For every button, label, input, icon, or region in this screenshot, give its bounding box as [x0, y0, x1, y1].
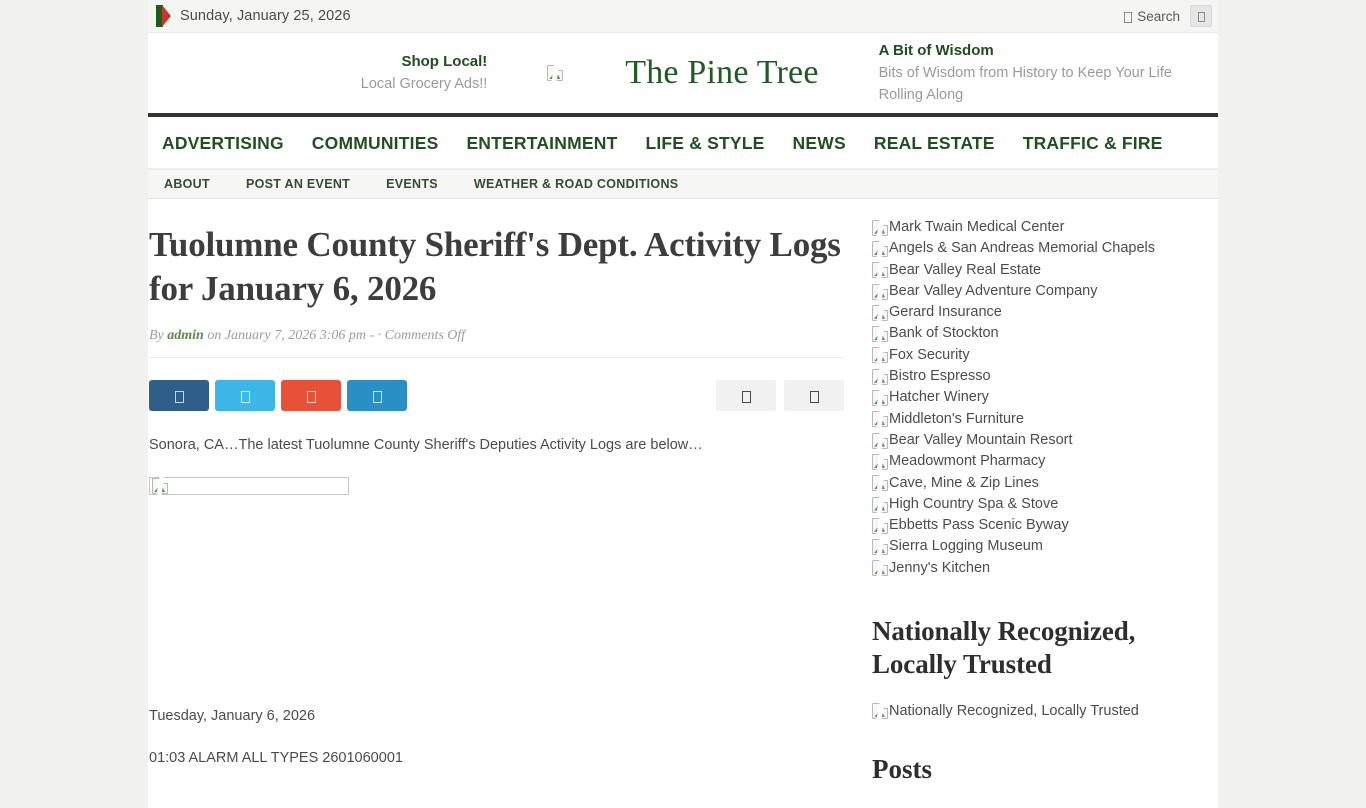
site-title[interactable]: The Pine Tree	[625, 54, 819, 91]
sidebar-ad-item[interactable]	[872, 302, 1200, 323]
print-icon	[742, 391, 751, 403]
broken-image-icon	[872, 390, 888, 406]
left-promo-subtitle: Local Grocery Ads!!	[360, 76, 488, 92]
nav-item-real-estate[interactable]: REAL ESTATE	[873, 133, 995, 153]
broken-image-icon	[872, 220, 888, 236]
sidebar-ad-item[interactable]	[872, 451, 1200, 472]
current-date: Sunday, January 25, 2026	[180, 8, 351, 24]
google-plus-icon	[307, 391, 316, 403]
byline-on: on	[207, 328, 222, 343]
search-icon	[1124, 12, 1132, 23]
byline-author[interactable]: admin	[167, 328, 204, 343]
primary-navigation	[148, 117, 1218, 169]
twitter-icon	[241, 391, 250, 403]
sidebar-ad-item[interactable]	[872, 217, 1200, 238]
byline	[149, 328, 844, 358]
sidebar-ad-item[interactable]	[872, 238, 1200, 259]
byline-comments: Comments Off	[384, 328, 466, 343]
search-label: Search	[1137, 8, 1180, 24]
subnav-item-about[interactable]: ABOUT	[164, 177, 210, 191]
broken-image-icon	[872, 241, 888, 257]
facebook-icon	[175, 391, 184, 403]
email-button[interactable]	[784, 380, 844, 411]
article-inline-broken-image[interactable]	[149, 477, 349, 495]
masthead	[148, 33, 1218, 117]
broken-image-icon	[872, 560, 888, 576]
sidebar-ad-label: Mark Twain Medical Center	[889, 219, 1065, 235]
linkedin-icon	[373, 391, 382, 403]
broken-image-icon	[872, 284, 888, 300]
pine-flag-logo-icon	[156, 5, 170, 27]
secondary-nav-list	[164, 177, 1202, 191]
search-toggle-button[interactable]	[1190, 5, 1212, 27]
sidebar-ad-label: Ebbetts Pass Scenic Byway	[889, 517, 1069, 534]
right-promo-title: A Bit of Wisdom	[878, 42, 994, 59]
broken-image-icon	[872, 539, 888, 555]
masthead-center	[505, 54, 860, 92]
sidebar-ad-item[interactable]	[872, 430, 1200, 451]
article-lede: Sonora, CA…The latest Tuolumne County Sheriff's Deputies Activity Logs are below…	[149, 437, 703, 453]
sidebar-featured-alt-label: Nationally Recognized, Locally Trusted	[889, 703, 1139, 720]
misc-buttons-group	[716, 380, 844, 411]
left-promo-title: Shop Local!	[401, 53, 488, 70]
linkedin-share-button[interactable]	[347, 380, 407, 411]
sidebar-ad-label: High Country Spa & Stove	[889, 495, 1059, 512]
right-promo-subtitle: Bits of Wisdom from History to Keep Your Life Rolling Along	[878, 65, 1172, 103]
sidebar-ad-item[interactable]	[872, 494, 1200, 515]
broken-image-icon	[872, 326, 888, 342]
top-bar	[148, 0, 1218, 33]
broken-image-icon	[872, 411, 888, 427]
sidebar-ad-label: Angels & San Andreas Memorial Chapels	[889, 240, 1155, 257]
search-glyph-icon	[1198, 12, 1205, 22]
search-link[interactable]	[1124, 9, 1180, 24]
subnav-item-events[interactable]: EVENTS	[386, 177, 438, 191]
nav-item-advertising[interactable]: ADVERTISING	[162, 133, 284, 153]
nav-item-communities[interactable]: COMMUNITIES	[311, 133, 439, 153]
twitter-share-button[interactable]	[215, 380, 275, 411]
log-entry-1: 01:03 ALARM ALL TYPES 2601060001	[149, 750, 403, 766]
sidebar-ad-item[interactable]	[872, 515, 1200, 536]
byline-separator: - ·	[369, 328, 382, 343]
print-button[interactable]	[716, 380, 776, 411]
site-container	[148, 0, 1218, 808]
broken-image-icon	[872, 369, 888, 385]
broken-image-icon	[872, 262, 888, 278]
sidebar-heading-nationally-recognized: Nationally Recognized, Locally Trusted	[872, 616, 1136, 680]
sidebar-ad-label: Meadowmont Pharmacy	[889, 453, 1046, 470]
sidebar-ad-item[interactable]	[872, 345, 1200, 366]
sidebar-ad-item[interactable]	[872, 323, 1200, 344]
subnav-item-weather-road-conditions[interactable]: WEATHER & ROAD CONDITIONS	[473, 177, 679, 191]
broken-image-icon	[872, 305, 888, 321]
sidebar-ad-item[interactable]	[872, 387, 1200, 408]
primary-nav-list	[162, 127, 1204, 160]
sidebar-ad-item[interactable]	[872, 409, 1200, 430]
broken-image-icon	[872, 703, 888, 719]
broken-image-icon	[872, 347, 888, 363]
sidebar-ad-item[interactable]	[872, 558, 1200, 579]
broken-image-icon	[872, 497, 888, 513]
share-buttons-group	[149, 380, 407, 411]
sidebar-ad-label: Fox Security	[889, 346, 970, 363]
top-bar-right	[1124, 5, 1212, 27]
byline-by: By	[149, 328, 164, 343]
broken-image-icon	[872, 433, 888, 449]
masthead-left-promo[interactable]	[150, 51, 505, 95]
sidebar-ad-label: Jenny's Kitchen	[889, 559, 991, 576]
sidebar-ad-label: Cave, Mine & Zip Lines	[889, 474, 1039, 491]
page-title: Tuolumne County Sheriff's Dept. Activity Logs for January 6, 2026	[149, 225, 841, 308]
sidebar-ad-label: Middleton's Furniture	[889, 410, 1024, 427]
inline-broken-image-icon	[152, 478, 168, 494]
article-column	[148, 217, 860, 808]
sidebar-ad-label: Bear Valley Adventure Company	[889, 282, 1098, 299]
sidebar-ad-label: Hatcher Winery	[889, 389, 989, 406]
sidebar-ad-label: Bistro Espresso	[889, 368, 991, 385]
sidebar-ad-label: Bank of Stockton	[889, 325, 999, 342]
sidebar-ad-label: Sierra Logging Museum	[889, 538, 1043, 555]
share-row	[149, 380, 844, 411]
sidebar-ad-item[interactable]	[872, 366, 1200, 387]
broken-image-icon	[872, 454, 888, 470]
subnav-item-post-an-event[interactable]: POST AN EVENT	[245, 177, 351, 191]
email-icon	[810, 391, 819, 403]
byline-date: January 7, 2026 3:06 pm	[224, 328, 366, 343]
nav-item-traffic-and-fire[interactable]: TRAFFIC & FIRE	[1022, 133, 1163, 153]
sidebar-ad-item[interactable]	[872, 260, 1200, 281]
broken-image-icon	[872, 518, 888, 534]
sidebar-heading-posts: Posts	[872, 754, 932, 785]
sidebar-ad-item[interactable]	[872, 473, 1200, 494]
masthead-right-promo[interactable]	[861, 40, 1216, 106]
sidebar-ad-item[interactable]	[872, 536, 1200, 557]
facebook-share-button[interactable]	[149, 380, 209, 411]
content-area	[148, 199, 1218, 808]
log-date: Tuesday, January 6, 2026	[149, 708, 316, 724]
site-logo-broken-image-icon[interactable]	[547, 65, 563, 81]
nav-item-news[interactable]: NEWS	[792, 133, 846, 153]
nav-item-life-and-style[interactable]: LIFE & STYLE	[645, 133, 765, 153]
secondary-navigation	[148, 169, 1218, 199]
sidebar-ad-list	[872, 217, 1200, 579]
sidebar-featured-broken-image[interactable]	[872, 703, 1200, 719]
sidebar	[860, 217, 1210, 808]
sidebar-ad-label: Bear Valley Real Estate	[889, 261, 1042, 278]
sidebar-ad-label: Bear Valley Mountain Resort	[889, 431, 1073, 448]
sidebar-ad-label: Gerard Insurance	[889, 304, 1002, 321]
nav-item-entertainment[interactable]: ENTERTAINMENT	[466, 133, 618, 153]
google-share-button[interactable]	[281, 380, 341, 411]
sidebar-ad-item[interactable]	[872, 281, 1200, 302]
broken-image-icon	[872, 475, 888, 491]
